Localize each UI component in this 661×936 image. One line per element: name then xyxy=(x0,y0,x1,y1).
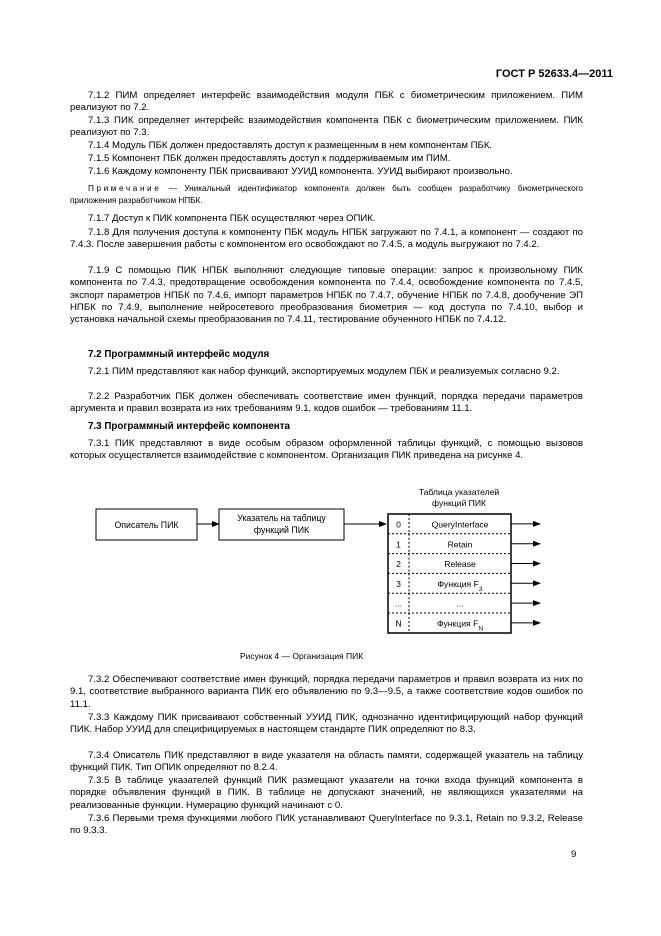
paragraph-7-3-6: 7.3.6 Первыми тремя функциями любого ПИК устанавливают QueryInterface по 9.3.1, Retain по 9.3.2, Release по 9.3.3. xyxy=(70,813,583,837)
paragraph-7-1-2: 7.1.2 ПИМ определяет интерфейс взаимодействия модуля ПБК с биометрическим приложением. ПИМ реализуют по 7.2. xyxy=(70,90,583,114)
document-header: ГОСТ Р 52633.4—2011 xyxy=(495,68,613,80)
descriptor-box-label: Описатель ПИК xyxy=(114,520,179,530)
section-heading-7-3: 7.3 Программный интерфейс компонента xyxy=(88,421,290,432)
paragraph-7-3-2: 7.3.2 Обеспечивают соответствие имен функций, порядка передачи параметров и правил возврата из них по 9.1, соответствие выбранного варианта ПИК его объявлению по 9.3—9.5, а также соответствие кодов ошибок по 11.1. xyxy=(70,674,583,710)
figure-caption: Рисунок 4 — Организация ПИК xyxy=(240,651,364,661)
table-row-index: 2 xyxy=(396,559,401,570)
paragraph-7-3-3: 7.3.3 Каждому ПИК присваивают собственный УУИД ПИК, однозначно идентифицирующий набор функций ПИК. Набор УУИД для специфицируемых в настоящем стандарте ПИК определяют по 8.3. xyxy=(70,712,583,736)
table-row-index: 0 xyxy=(396,519,401,530)
table-row-label: Функция $F_3$ xyxy=(437,578,483,593)
table-row-label: QueryInterface xyxy=(431,519,489,530)
pointer-box-line2: функций ПИК xyxy=(253,525,310,535)
paragraph-7-3-1: 7.3.1 ПИК представляют в виде особым образом оформленной таблицы функций, с помощью вызовов которых осуществляется взаимодействие с компонентом. Организация ПИК приведена на рисунке 4. xyxy=(70,438,583,462)
paragraph-7-1-8: 7.1.8 Для получения доступа к компоненту ПБК модуль НПБК загружают по 7.4.1, а компонент — создают по 7.4.3. После завершения работы с компонентом его освобождают по 7.4.5, а модуль выгружают по 7.4.2. xyxy=(70,227,583,251)
paragraph-7-2-2: 7.2.2 Разработчик ПБК должен обеспечивать соответствие имен функций, порядка передачи параметров аргумента и правил возврата из них требованиям 9.1, кодов ошибок — требованиям 11.1. xyxy=(70,391,583,415)
table-row-index: N xyxy=(395,618,402,629)
table-row-label: ... xyxy=(456,598,464,609)
table-row-label: Release xyxy=(444,559,476,570)
table-row-index: 3 xyxy=(396,578,401,589)
section-heading-7-2: 7.2 Программный интерфейс модуля xyxy=(88,349,270,360)
paragraph-7-2-1: 7.2.1 ПИМ представляют как набор функций, экспортируемых модулем ПБК и реализуемых согласно 9.2. xyxy=(88,366,560,377)
function-table-rows xyxy=(388,514,540,633)
table-title-line2: функций ПИК xyxy=(431,498,487,508)
note-label: Примечание xyxy=(88,184,162,193)
paragraph-7-1-9: 7.1.9 С помощью ПИК НПБК выполняют следующие типовые операции: запрос к произвольному ПИК компонента по 7.4.3, предотвращение освобождения компонента по 7.4.4, освобождение компонента по 7.4.5, экспорт параметров НПБК по 7.4.6, импорт параметров НПБК по 7.4.7, обучение НПБК по 7.4.8, дообучение ЭП НПБК по 7.4.9, выполнение нейросетевого преобразования биометрия — код доступа по 7.4.10, выбор и установка начальной схемы преобразования по 7.4.11, тестирование обученного НПБК по 7.4.12. xyxy=(70,265,583,326)
table-row-label: Retain xyxy=(447,539,473,550)
paragraph-7-3-5: 7.3.5 В таблице указателей функций ПИК размещают указатели на точки входа функций компонента в порядке объявления функций в ПИК. В таблице не допускают значений, не являющихся указателями на реализованные функции. Нумерацию функций начинают с 0. xyxy=(70,775,583,811)
paragraph-7-1-3: 7.1.3 ПИК определяет интерфейс взаимодействия компонента ПБК с биометрическим приложением. ПИК реализуют по 7.3. xyxy=(70,115,583,139)
paragraph-7-1-4: 7.1.4 Модуль ПБК должен предоставлять доступ к размещенным в нем компонентам ПБК. xyxy=(88,140,493,151)
note-text: — Уникальный идентификатор компонента должен быть сообщен разработчику биометрического приложения разработчиком НПБК. xyxy=(70,184,583,205)
pointer-box-line1: Указатель на таблицу xyxy=(237,513,326,523)
paragraph-7-1-5: 7.1.5 Компонент ПБК должен предоставлять доступ к поддерживаемым им ПИМ. xyxy=(88,153,451,164)
table-row-index: ... xyxy=(394,598,403,609)
table-title-line1: Таблица указателей xyxy=(418,487,500,497)
paragraph-7-1-7: 7.1.7 Доступ к ПИК компонента ПБК осуществляют через ОПИК. xyxy=(88,213,376,224)
table-row-label: Функция $F_N$ xyxy=(436,618,484,632)
paragraph-7-3-4: 7.3.4 Описатель ПИК представляют в виде указателя на область памяти, содержащей указатель на таблицу функций ПИК. Тип ОПИК определяют по 8.2.4. xyxy=(70,750,583,774)
paragraph-7-1-6: 7.1.6 Каждому компоненту ПБК присваивают УУИД компонента. УУИД выбирают произвольно. xyxy=(88,166,513,177)
table-row-index: 1 xyxy=(396,539,401,550)
page-number: 9 xyxy=(571,849,577,860)
